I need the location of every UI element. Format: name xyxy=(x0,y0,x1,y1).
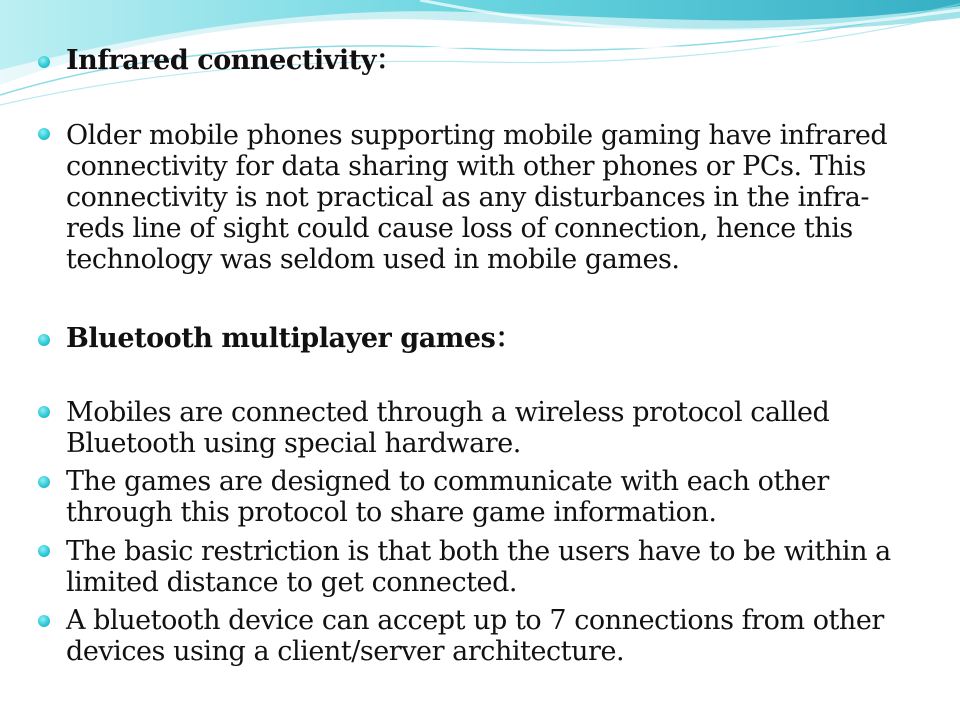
bullet-bluetooth-protocol: Mobiles are connected through a wireless protocol called Bluetooth using special hardware. xyxy=(66,397,830,459)
bullet-icon xyxy=(38,334,50,346)
bullet-icon xyxy=(38,406,50,418)
bullet-icon xyxy=(38,545,50,557)
bullet-icon xyxy=(38,476,50,488)
paragraph-infrared: Older mobile phones supporting mobile gaming have infrared connectivity for data sharing with other phones or PCs. This connectivity is not practical as any disturbances in the infra-reds line of sight could cause loss of connection, hence this technology was seldom used in mobile games. xyxy=(66,120,888,275)
bullet-icon xyxy=(38,56,50,68)
bullet-icon xyxy=(38,615,50,627)
bullet-connection-limit: A bluetooth device can accept up to 7 connections from other devices using a client/server architecture. xyxy=(66,605,884,667)
bullet-icon xyxy=(38,128,50,140)
heading-infrared: Infrared connectivity： xyxy=(66,45,403,76)
heading-bluetooth: Bluetooth multiplayer games： xyxy=(66,323,522,354)
bullet-distance-restriction: The basic restriction is that both the users have to be within a limited distance to get connected. xyxy=(66,536,891,598)
bullet-game-communication: The games are designed to communicate with each other through this protocol to share game information. xyxy=(66,466,829,528)
